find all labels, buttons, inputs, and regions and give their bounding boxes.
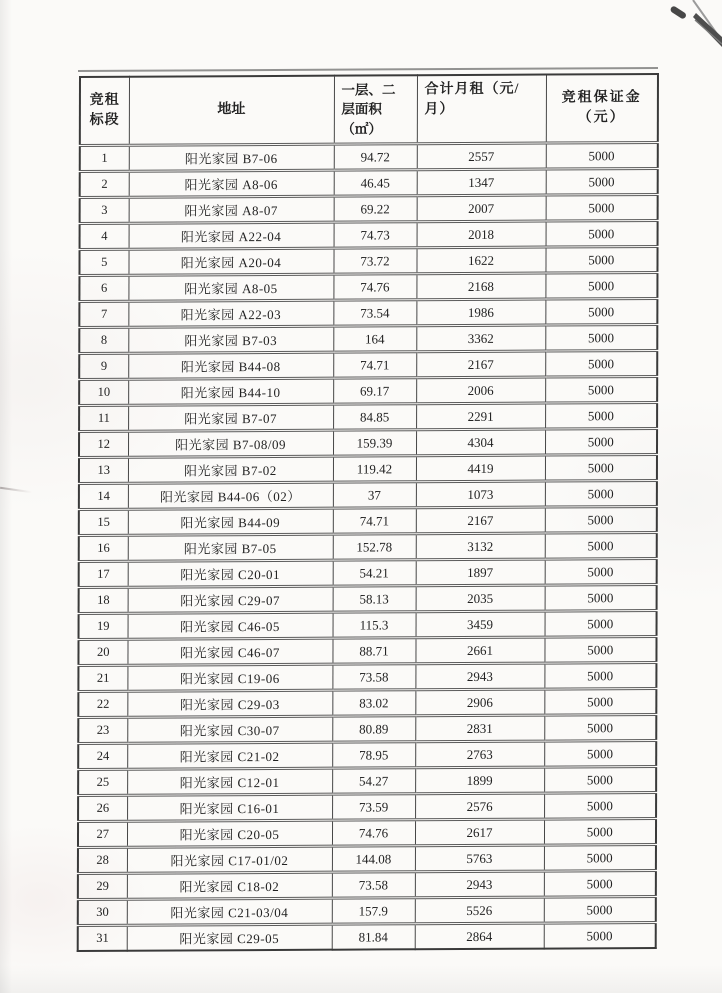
cell-floor-area: 74.76 [332, 820, 415, 846]
cell-floor-area: 119.42 [333, 456, 416, 482]
cell-monthly-rent: 2018 [417, 221, 546, 248]
cell-bid-deposit: 5000 [545, 298, 657, 325]
cell-bid-deposit: 5000 [544, 896, 656, 923]
cell-bid-deposit: 5000 [545, 350, 657, 377]
cell-bid-section: 23 [78, 717, 127, 743]
cell-address: 阳光家园 C46-05 [128, 612, 333, 639]
cell-floor-area: 81.84 [332, 924, 415, 950]
table-row [79, 272, 657, 301]
table-row [79, 480, 657, 509]
cell-floor-area: 74.73 [334, 222, 417, 248]
cell-floor-area: 164 [333, 326, 416, 352]
cell-monthly-rent: 1986 [416, 299, 545, 326]
table-row [78, 792, 656, 821]
cell-bid-section: 15 [79, 509, 128, 535]
table-row [79, 428, 657, 457]
cell-address: 阳光家园 B44-08 [128, 352, 333, 379]
cell-floor-area: 144.08 [332, 846, 415, 872]
table-row [79, 324, 657, 353]
cell-bid-deposit: 5000 [546, 194, 658, 221]
cell-floor-area: 73.58 [332, 872, 415, 898]
table-row [79, 558, 657, 587]
cell-floor-area: 73.72 [333, 248, 416, 274]
cell-bid-deposit: 5000 [544, 792, 656, 819]
cell-bid-deposit: 5000 [544, 818, 656, 845]
cell-monthly-rent: 2831 [415, 715, 544, 742]
cell-floor-area: 74.76 [333, 274, 416, 300]
cell-bid-deposit: 5000 [544, 688, 656, 715]
table-row [79, 532, 657, 561]
table-row [78, 688, 656, 717]
cell-address: 阳光家园 C21-02 [127, 742, 332, 769]
cell-monthly-rent: 4419 [416, 455, 545, 482]
cell-bid-section: 3 [80, 197, 129, 223]
cell-floor-area: 159.39 [333, 430, 416, 456]
cell-floor-area: 74.71 [333, 508, 416, 534]
cell-monthly-rent: 2576 [415, 793, 544, 820]
cell-monthly-rent: 2167 [416, 351, 545, 378]
cell-bid-deposit: 5000 [544, 636, 656, 663]
cell-address: 阳光家园 C29-03 [127, 690, 332, 717]
cell-bid-section: 12 [79, 431, 128, 457]
table-row [79, 298, 657, 327]
cell-monthly-rent: 2763 [415, 741, 544, 768]
cell-bid-deposit: 5000 [544, 662, 656, 689]
cell-bid-deposit: 5000 [546, 168, 658, 195]
cell-address: 阳光家园 B7-03 [128, 326, 333, 353]
cell-floor-area: 94.72 [334, 144, 417, 170]
table-row [79, 610, 657, 639]
cell-bid-section: 18 [79, 587, 128, 613]
cell-bid-section: 28 [78, 847, 127, 873]
cell-monthly-rent: 4304 [416, 429, 545, 456]
cell-bid-section: 24 [78, 743, 127, 769]
cell-address: 阳光家园 C21-03/04 [127, 898, 332, 925]
cell-bid-deposit: 5000 [544, 714, 656, 741]
cell-bid-deposit: 5000 [546, 220, 658, 247]
cell-bid-deposit: 5000 [544, 922, 656, 948]
cell-address: 阳光家园 C29-07 [128, 586, 333, 613]
cell-bid-deposit: 5000 [545, 610, 657, 637]
cell-address: 阳光家园 B7-07 [128, 404, 333, 431]
cell-floor-area: 73.54 [333, 300, 416, 326]
table-row [79, 376, 657, 405]
cell-bid-section: 26 [78, 795, 127, 821]
cell-bid-deposit: 5000 [545, 480, 657, 507]
cell-bid-section: 17 [79, 561, 128, 587]
cell-bid-section: 25 [78, 769, 127, 795]
cell-bid-deposit: 5000 [545, 506, 657, 533]
cell-floor-area: 157.9 [332, 898, 415, 924]
cell-bid-section: 2 [80, 171, 129, 197]
header-monthly-rent: 合计月租（元/ 月） [417, 75, 546, 144]
cell-address: 阳光家园 B44-06（02） [128, 482, 333, 509]
cell-bid-deposit: 5000 [545, 428, 657, 455]
cell-bid-deposit: 5000 [544, 766, 656, 793]
cell-floor-area: 54.27 [332, 768, 415, 794]
table-row [78, 714, 656, 743]
cell-bid-section: 5 [79, 249, 128, 275]
table-row [80, 194, 658, 223]
cell-monthly-rent: 3459 [416, 611, 545, 638]
cell-bid-section: 8 [79, 327, 128, 353]
cell-address: 阳光家园 C20-05 [127, 820, 332, 847]
cell-address: 阳光家园 C29-05 [127, 924, 332, 951]
cell-address: 阳光家园 C20-01 [128, 560, 333, 587]
cell-address: 阳光家园 B44-10 [128, 378, 333, 405]
cell-bid-section: 22 [78, 691, 127, 717]
cell-bid-section: 9 [79, 353, 128, 379]
cell-address: 阳光家园 A8-06 [129, 170, 334, 197]
paper-crease [0, 487, 32, 493]
header-address: 地址 [129, 76, 334, 146]
cell-monthly-rent: 3362 [416, 325, 545, 352]
cell-address: 阳光家园 A8-05 [128, 274, 333, 301]
cell-bid-deposit: 5000 [546, 142, 658, 169]
cell-bid-section: 31 [78, 925, 127, 951]
cell-bid-section: 13 [79, 457, 128, 483]
cell-bid-section: 29 [78, 873, 127, 899]
table-row [79, 402, 657, 431]
cell-bid-deposit: 5000 [545, 272, 657, 299]
cell-floor-area: 74.71 [333, 352, 416, 378]
cell-address: 阳光家园 A22-03 [128, 300, 333, 327]
table-row [78, 870, 656, 899]
cell-bid-section: 4 [80, 223, 129, 249]
cell-address: 阳光家园 B7-06 [129, 144, 334, 171]
cell-floor-area: 84.85 [333, 404, 416, 430]
cell-bid-section: 14 [79, 483, 128, 509]
cell-bid-deposit: 5000 [545, 532, 657, 559]
cell-bid-section: 30 [78, 899, 127, 925]
table-row [78, 896, 656, 925]
cell-address: 阳光家园 A20-04 [128, 248, 333, 275]
table-row [79, 350, 657, 379]
cell-floor-area: 46.45 [334, 170, 417, 196]
cell-monthly-rent: 2617 [415, 819, 544, 846]
cell-bid-deposit: 5000 [545, 246, 657, 273]
table-body [78, 142, 658, 951]
table-row [79, 454, 657, 483]
table-row [78, 922, 656, 951]
cell-floor-area: 88.71 [332, 638, 415, 664]
cell-monthly-rent: 2035 [416, 585, 545, 612]
cell-bid-section: 11 [79, 405, 128, 431]
cell-bid-section: 10 [79, 379, 128, 405]
cell-monthly-rent: 1899 [415, 767, 544, 794]
table-header [80, 74, 658, 146]
cell-monthly-rent: 2006 [416, 377, 545, 404]
cell-floor-area: 37 [333, 482, 416, 508]
cell-address: 阳光家园 A8-07 [129, 196, 334, 223]
header-bid-deposit: 竞租保证金 （元） [546, 74, 658, 143]
cell-address: 阳光家园 B7-05 [128, 534, 333, 561]
table-row [78, 766, 656, 795]
cell-floor-area: 54.21 [333, 560, 416, 586]
table-row [80, 220, 658, 249]
cell-floor-area: 83.02 [332, 690, 415, 716]
cell-monthly-rent: 2864 [415, 923, 544, 949]
cell-address: 阳光家园 C18-02 [127, 872, 332, 899]
cell-monthly-rent: 5763 [415, 845, 544, 872]
cell-monthly-rent: 1347 [417, 169, 546, 196]
table-row [78, 844, 656, 873]
cell-bid-deposit: 5000 [544, 870, 656, 897]
cell-monthly-rent: 2943 [415, 871, 544, 898]
cell-address: 阳光家园 C17-01/02 [127, 846, 332, 873]
cell-address: 阳光家园 C19-06 [127, 664, 332, 691]
cell-floor-area: 69.17 [333, 378, 416, 404]
cell-bid-deposit: 5000 [545, 376, 657, 403]
cell-address: 阳光家园 B44-09 [128, 508, 333, 535]
cell-address: 阳光家园 A22-04 [129, 222, 334, 249]
cell-bid-deposit: 5000 [545, 558, 657, 585]
bid-table-sheet [77, 73, 659, 952]
cell-floor-area: 69.22 [334, 196, 417, 222]
table-row [79, 246, 657, 275]
rental-bid-table [77, 73, 659, 952]
table-row [79, 506, 657, 535]
cell-monthly-rent: 1622 [416, 247, 545, 274]
cell-monthly-rent: 2291 [416, 403, 545, 430]
cell-monthly-rent: 2943 [415, 663, 544, 690]
cell-monthly-rent: 3132 [416, 533, 545, 560]
cell-monthly-rent: 2007 [417, 195, 546, 222]
cell-bid-section: 20 [78, 639, 127, 665]
pen-tip-icon [592, 0, 722, 70]
cell-address: 阳光家园 C46-07 [127, 638, 332, 665]
cell-monthly-rent: 2168 [416, 273, 545, 300]
cell-floor-area: 152.78 [333, 534, 416, 560]
cell-floor-area: 58.13 [333, 586, 416, 612]
cell-floor-area: 115.3 [333, 612, 416, 638]
cell-monthly-rent: 2906 [415, 689, 544, 716]
table-row [78, 662, 656, 691]
cell-bid-deposit: 5000 [545, 454, 657, 481]
cell-monthly-rent: 2557 [417, 143, 546, 170]
cell-bid-section: 6 [79, 275, 128, 301]
cell-address: 阳光家园 C16-01 [127, 794, 332, 821]
cell-floor-area: 80.89 [332, 716, 415, 742]
cell-bid-section: 21 [78, 665, 127, 691]
cell-bid-section: 7 [79, 301, 128, 327]
cell-address: 阳光家园 B7-08/09 [128, 430, 333, 457]
cell-monthly-rent: 2661 [415, 637, 544, 664]
cell-bid-deposit: 5000 [544, 844, 656, 871]
cell-floor-area: 78.95 [332, 742, 415, 768]
table-row [80, 168, 658, 197]
cell-bid-deposit: 5000 [544, 740, 656, 767]
header-row [80, 74, 658, 146]
header-bid-section: 竞租 标段 [80, 77, 129, 146]
table-row [78, 818, 656, 847]
table-row [78, 740, 656, 769]
cell-bid-deposit: 5000 [545, 324, 657, 351]
table-row [79, 584, 657, 613]
cell-bid-section: 19 [79, 613, 128, 639]
table-row [78, 636, 656, 665]
cell-monthly-rent: 1073 [416, 481, 545, 508]
cell-bid-section: 16 [79, 535, 128, 561]
table-row [80, 142, 658, 171]
cell-address: 阳光家园 C30-07 [127, 716, 332, 743]
cell-bid-section: 27 [78, 821, 127, 847]
cell-bid-deposit: 5000 [545, 402, 657, 429]
header-floor-area: 一层、二 层面积 （㎡） [334, 75, 417, 144]
cell-address: 阳光家园 C12-01 [127, 768, 332, 795]
cell-address: 阳光家园 B7-02 [128, 456, 333, 483]
cell-floor-area: 73.58 [332, 664, 415, 690]
cell-monthly-rent: 5526 [415, 897, 544, 924]
cell-monthly-rent: 2167 [416, 507, 545, 534]
cell-monthly-rent: 1897 [416, 559, 545, 586]
cell-bid-section: 1 [80, 145, 129, 171]
cell-floor-area: 73.59 [332, 794, 415, 820]
cell-bid-deposit: 5000 [545, 584, 657, 611]
